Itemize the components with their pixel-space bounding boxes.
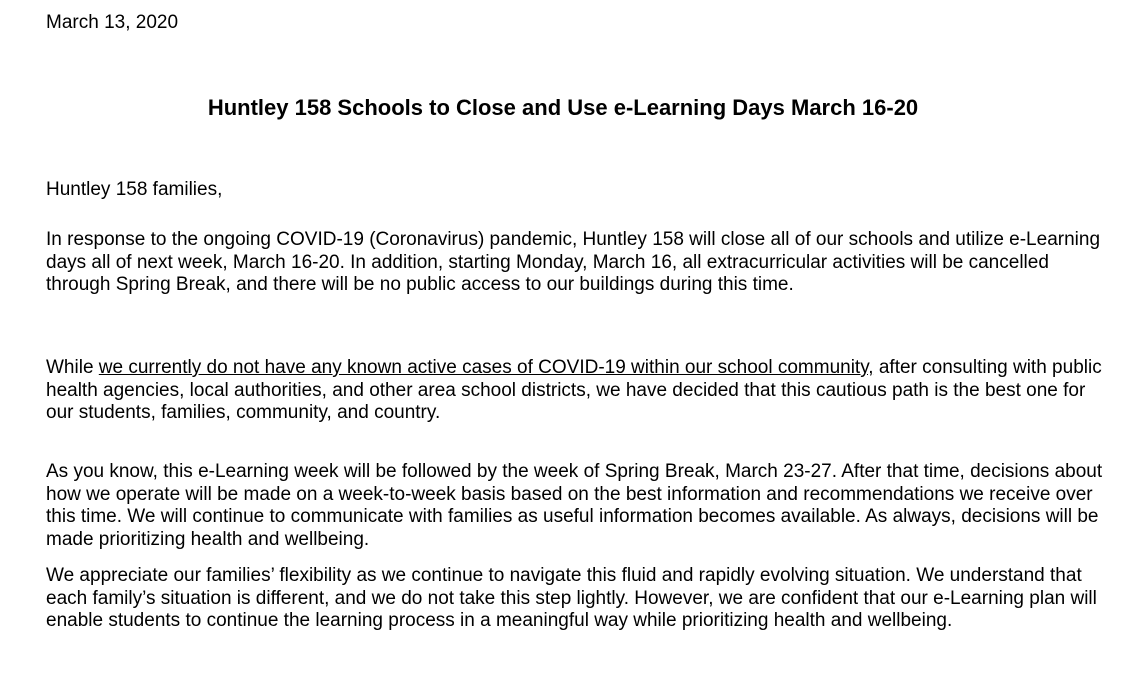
paragraph-closure-announcement: In response to the ongoing COVID-19 (Coronavirus) pandemic, Huntley 158 will close all of our schools and utilize e-Learning days all of next week, March 16-20. In addition, starting Monday, March 16, all extracurricular activities will be cancelled through Spring Break, and there will be no public access to our buildings during this time. [46,229,1101,295]
paragraph-decision-rationale [46,357,1116,425]
paragraph-suffix: after consulting with public health agencies, local authorities, and other area school districts, we have decided that this cautious path is the best one for our students, families, community, and country. [46,357,1102,423]
paragraph-prefix: While [46,357,99,378]
letter-title: Huntley 158 Schools to Close and Use e-Learning Days March 16-20 [207,95,919,120]
letter-greeting: Huntley 158 families, [46,179,223,200]
letter-date: March 13, 2020 [46,12,179,33]
paragraph-appreciation: We appreciate our families’ flexibility as we continue to navigate this fluid and rapidly evolving situation. We understand that each family’s situation is different, and we do not take this step lightly. However, we are confident that our e-Learning plan will enable students to continue the learning process in a meaningful way while prioritizing health and wellbeing. [46,565,1097,631]
underlined-statement: we currently do not have any known active cases of COVID-19 within our school community, [98,357,874,378]
paragraph-spring-break: As you know, this e-Learning week will be followed by the week of Spring Break, March 23-27. After that time, decisions about how we operate will be made on a week-to-week basis based on the best information and recommendations we receive over this time. We will continue to communicate with families as useful information becomes available. As always, decisions will be made prioritizing health and wellbeing. [46,461,1103,550]
